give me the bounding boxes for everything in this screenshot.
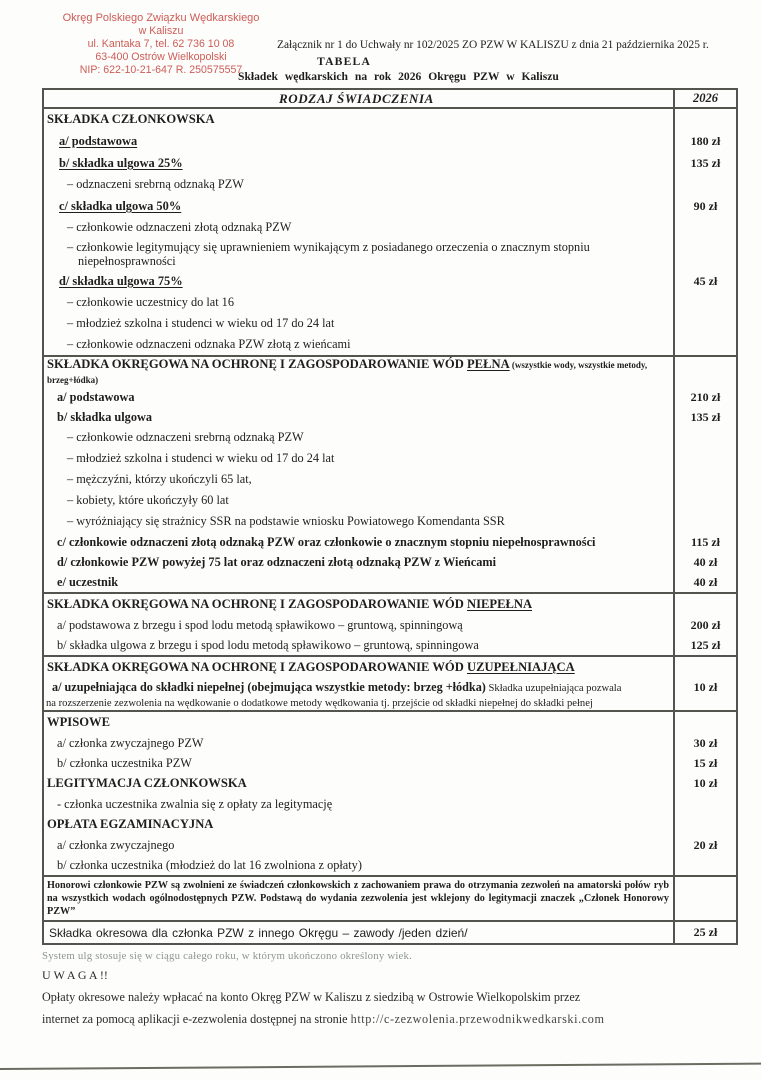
row-text-underlined: a/ podstawowa (59, 134, 138, 148)
row-text (44, 357, 673, 387)
table-header-row (44, 90, 736, 107)
row-text-part: – odznaczeni srebrną odznaką PZW (67, 177, 244, 191)
fee-table-body (44, 107, 736, 943)
row-text (44, 858, 673, 873)
table-row (44, 594, 736, 615)
table-row (44, 855, 736, 875)
stamp-line: Okręg Polskiego Związku Wędkarskiego (62, 12, 260, 24)
row-text (44, 660, 673, 675)
table-subtitle: Składek wędkarskich na rok 2026 Okręgu PZW w Kaliszu (238, 70, 559, 83)
table-row (44, 877, 736, 920)
table-row (44, 572, 736, 592)
price-cell: 135 zł (673, 407, 736, 427)
table-row (44, 511, 736, 532)
row-text-part: SKŁADKA OKRĘGOWA NA OCHRONĘ I ZAGOSPODAROWANIE WÓD (47, 660, 467, 674)
price-cell: 10 zł (673, 678, 736, 696)
table-row (44, 427, 736, 448)
table-section (44, 710, 736, 875)
row-text-part: – mężczyźni, którzy ukończyli 65 lat, (67, 472, 252, 486)
row-text (44, 430, 673, 445)
table-row (44, 615, 736, 635)
column-header-type: RODZAJ ŚWIADCZENIA (279, 90, 434, 106)
price-cell: 25 zł (673, 922, 736, 943)
price-cell (673, 448, 736, 469)
row-text (44, 220, 673, 235)
row-text (44, 678, 673, 696)
price-cell: 180 zł (673, 130, 736, 152)
row-text (44, 493, 673, 508)
price-cell (673, 469, 736, 490)
table-row (44, 313, 736, 334)
document-body (42, 88, 738, 1027)
row-text (44, 638, 673, 653)
table-row (44, 678, 736, 696)
row-text (44, 177, 673, 192)
stamp-line: ul. Kantaka 7, tel. 62 736 10 08 (87, 38, 235, 50)
org-stamp (50, 12, 272, 77)
payment-url: http://c-zezwolenia.przewodnikwedkarski.com (350, 1012, 605, 1026)
column-header-year: 2026 (673, 90, 736, 107)
row-text-part: Składka okresowa dla członka PZW z innego Okręgu – zawody /jeden dzień/ (49, 925, 468, 940)
row-text (44, 154, 673, 172)
table-section (44, 592, 736, 655)
row-text-part: Honorowi członkowie PZW są zwolnieni ze świadczeń członkowskich z zachowaniem prawa do otrzymania zezwoleń na amatorski połów ryb na wszystkich wodach ogólnodostępnych PZW. Podstawą do wydania zezwolenia jest wklejony do legitymacji znaczek „Członek Honorowy PZW” (47, 880, 669, 917)
row-text (44, 295, 673, 310)
row-text (44, 555, 673, 570)
table-row (44, 217, 736, 238)
table-row (44, 712, 736, 733)
table-row (44, 334, 736, 355)
row-text (44, 390, 673, 405)
price-cell (673, 238, 736, 270)
table-row (44, 469, 736, 490)
row-text-part: – członkowie legitymujący się uprawnieniem wynikającym z posiadanego orzeczenia o znacznym stopniu niepełnosprawności (67, 239, 590, 268)
row-text-part: (wszystkie wody, wszystkie metody, brzeg+łódka) (47, 360, 648, 385)
row-text (44, 472, 673, 487)
price-cell (673, 217, 736, 238)
price-cell: 30 zł (673, 733, 736, 753)
table-section (44, 875, 736, 920)
row-text-part: LEGITYMACJA CZŁONKOWSKA (47, 776, 247, 790)
price-cell (673, 696, 736, 710)
row-text-part: – członkowie odznaczeni złotą odznaką PZW (67, 220, 292, 234)
price-cell (673, 357, 736, 387)
price-cell (673, 313, 736, 334)
table-row (44, 922, 736, 943)
price-cell (673, 292, 736, 313)
row-text (44, 272, 673, 290)
price-cell (673, 511, 736, 532)
row-text-part: – młodzież szkolna i studenci w wieku od 17 do 24 lat (67, 451, 335, 465)
row-text-underlined: PEŁNA (466, 357, 510, 371)
table-row (44, 794, 736, 814)
price-cell: 40 zł (673, 552, 736, 572)
row-text (44, 112, 673, 127)
price-cell: 90 zł (673, 195, 736, 217)
fee-table (42, 88, 738, 945)
stamp-line: 63-400 Ostrów Wielkopolski (95, 51, 227, 63)
row-text (44, 877, 673, 920)
table-row (44, 814, 736, 835)
table-row (44, 552, 736, 572)
price-cell (673, 712, 736, 733)
table-row (44, 174, 736, 195)
row-text (44, 715, 673, 730)
price-cell (673, 814, 736, 835)
table-section (44, 655, 736, 710)
row-text-part: a/ podstawowa (57, 389, 135, 404)
row-text-part: WPISOWE (47, 715, 110, 729)
table-row (44, 733, 736, 753)
row-text (44, 575, 673, 590)
table-row (44, 490, 736, 511)
row-text (44, 132, 673, 150)
table-row (44, 152, 736, 174)
price-cell (673, 594, 736, 615)
row-text (44, 535, 673, 550)
row-text-part: – członkowie odznaczeni odznaka PZW złotą z wieńcami (67, 337, 351, 351)
table-section (44, 920, 736, 943)
row-text-part: a/ członka zwyczajnego (57, 837, 175, 852)
table-row (44, 696, 736, 710)
stamp-line: NIP: 622-10-21-647 R. 250575557 (79, 64, 243, 76)
price-cell: 210 zł (673, 387, 736, 407)
row-text-part: – młodzież szkolna i studenci w wieku od 17 do 24 lat (67, 316, 335, 330)
row-text (44, 698, 673, 709)
table-row (44, 238, 736, 270)
row-text-underlined: NIEPEŁNA (466, 597, 533, 611)
table-section (44, 107, 736, 355)
row-text (44, 410, 673, 425)
row-text-part: – wyróżniający się strażnicy SSR na podstawie wniosku Powiatowego Komendanta SSR (67, 514, 505, 528)
table-row (44, 270, 736, 292)
price-cell: 200 zł (673, 615, 736, 635)
row-text (44, 817, 673, 832)
row-text (44, 618, 673, 633)
row-text-part: SKŁADKA OKRĘGOWA NA OCHRONĘ I ZAGOSPODAROWANIE WÓD (47, 357, 467, 371)
row-text-underlined: c/ składka ulgowa 50% (59, 199, 182, 213)
price-cell (673, 427, 736, 448)
row-text-part: SKŁADKA CZŁONKOWSKA (47, 112, 215, 126)
row-text-part: SKŁADKA OKRĘGOWA NA OCHRONĘ I ZAGOSPODAROWANIE WÓD (47, 597, 467, 611)
row-text-part: na rozszerzenie zezwolenia na wędkowanie o dodatkowe metody wędkowania tj. przejście od składki niepełnej do składki pełnej (46, 697, 593, 709)
row-text (44, 514, 673, 529)
table-label: TABELA (317, 55, 372, 68)
price-cell (673, 334, 736, 355)
row-text-part: c/ członkowie odznaczeni złotą odznaką PZW oraz członkowie o znacznym stopniu niepełnosprawności (57, 534, 596, 549)
table-section (44, 355, 736, 592)
table-row (44, 292, 736, 313)
row-text (44, 736, 673, 751)
row-text-part: a/ uzupełniająca do składki niepełnej (obejmująca wszystkie metody: brzeg +łódka) (52, 680, 486, 694)
price-cell (673, 877, 736, 920)
table-row (44, 835, 736, 855)
row-text-part: b/ składka ulgowa (57, 409, 153, 424)
price-cell: 135 zł (673, 152, 736, 174)
uwaga-label: U W A G A !! (42, 968, 108, 982)
row-text (44, 756, 673, 771)
row-text (44, 926, 673, 940)
price-cell: 40 zł (673, 572, 736, 592)
row-text-part: – kobiety, które ukończyły 60 lat (67, 493, 229, 507)
price-cell (673, 794, 736, 814)
row-text-part: d/ członkowie PZW powyżej 75 lat oraz odznaczeni złotą odznaką PZW z Wieńcami (57, 554, 497, 569)
table-row (44, 109, 736, 130)
attachment-line: Załącznik nr 1 do Uchwały nr 102/2025 ZO PZW W KALISZU z dnia 21 października 2025 r. (277, 39, 709, 51)
row-text-underlined: d/ składka ulgowa 75% (59, 274, 183, 288)
row-text-part: - członka uczestnika zwalnia się z opłaty za legitymację (57, 796, 333, 811)
row-text-part: a/ podstawowa z brzegu i spod lodu metodą spławikowo – gruntową, spinningową (57, 617, 463, 632)
price-cell: 10 zł (673, 773, 736, 794)
row-text-part: – członkowie odznaczeni srebrną odznaką PZW (67, 430, 304, 444)
row-text (44, 838, 673, 853)
price-cell: 20 zł (673, 835, 736, 855)
row-text (44, 451, 673, 466)
stamp-line: w Kaliszu (138, 25, 184, 37)
price-cell: 125 zł (673, 635, 736, 655)
table-row (44, 387, 736, 407)
price-cell (673, 109, 736, 130)
table-row (44, 357, 736, 387)
row-text-part: Składka uzupełniająca pozwala (485, 683, 622, 694)
payment-note-line2 (42, 1012, 738, 1027)
table-row (44, 130, 736, 152)
row-text (44, 240, 673, 269)
price-cell: 15 zł (673, 753, 736, 773)
table-row (44, 657, 736, 678)
row-text (44, 797, 673, 812)
row-text (44, 597, 673, 612)
row-text-part: b/ członka uczestnika PZW (57, 755, 192, 770)
table-row (44, 635, 736, 655)
table-row (44, 753, 736, 773)
price-cell (673, 174, 736, 195)
payment-note-line1: Opłaty okresowe należy wpłacać na konto Okręg PZW w Kaliszu z siedzibą w Ostrowie Wielkopolskim przez (42, 990, 581, 1004)
age-rule-note: System ulg stosuje się w ciągu całego roku, w którym ukończono określony wiek. (42, 950, 413, 962)
row-text (44, 776, 673, 791)
price-cell (673, 855, 736, 875)
price-cell: 115 zł (673, 532, 736, 552)
payment-note-text: internet za pomocą aplikacji e-zezwolenia dostępnej na stronie (42, 1012, 351, 1026)
row-text (44, 337, 673, 352)
row-text-part: a/ członka zwyczajnego PZW (57, 735, 204, 750)
price-cell (673, 657, 736, 678)
scan-edge-line (0, 1062, 761, 1070)
table-row (44, 532, 736, 552)
row-text-part: – członkowie uczestnicy do lat 16 (67, 295, 234, 309)
table-row (44, 195, 736, 217)
price-cell (673, 490, 736, 511)
row-text (44, 316, 673, 331)
table-row (44, 407, 736, 427)
table-row (44, 773, 736, 794)
row-text-underlined: b/ składka ulgowa 25% (59, 156, 183, 170)
row-text (44, 197, 673, 215)
row-text-underlined: UZUPEŁNIAJĄCA (466, 660, 575, 674)
row-text-part: e/ uczestnik (57, 574, 119, 589)
row-text-part: b/ członka uczestnika (młodzież do lat 16 zwolniona z opłaty) (57, 857, 362, 872)
table-row (44, 448, 736, 469)
row-text-part: b/ składka ulgowa z brzegu i spod lodu metodą spławikowo – gruntową, spinningowa (57, 637, 479, 652)
row-text-part: OPŁATA EGZAMINACYJNA (47, 817, 214, 831)
price-cell: 45 zł (673, 270, 736, 292)
